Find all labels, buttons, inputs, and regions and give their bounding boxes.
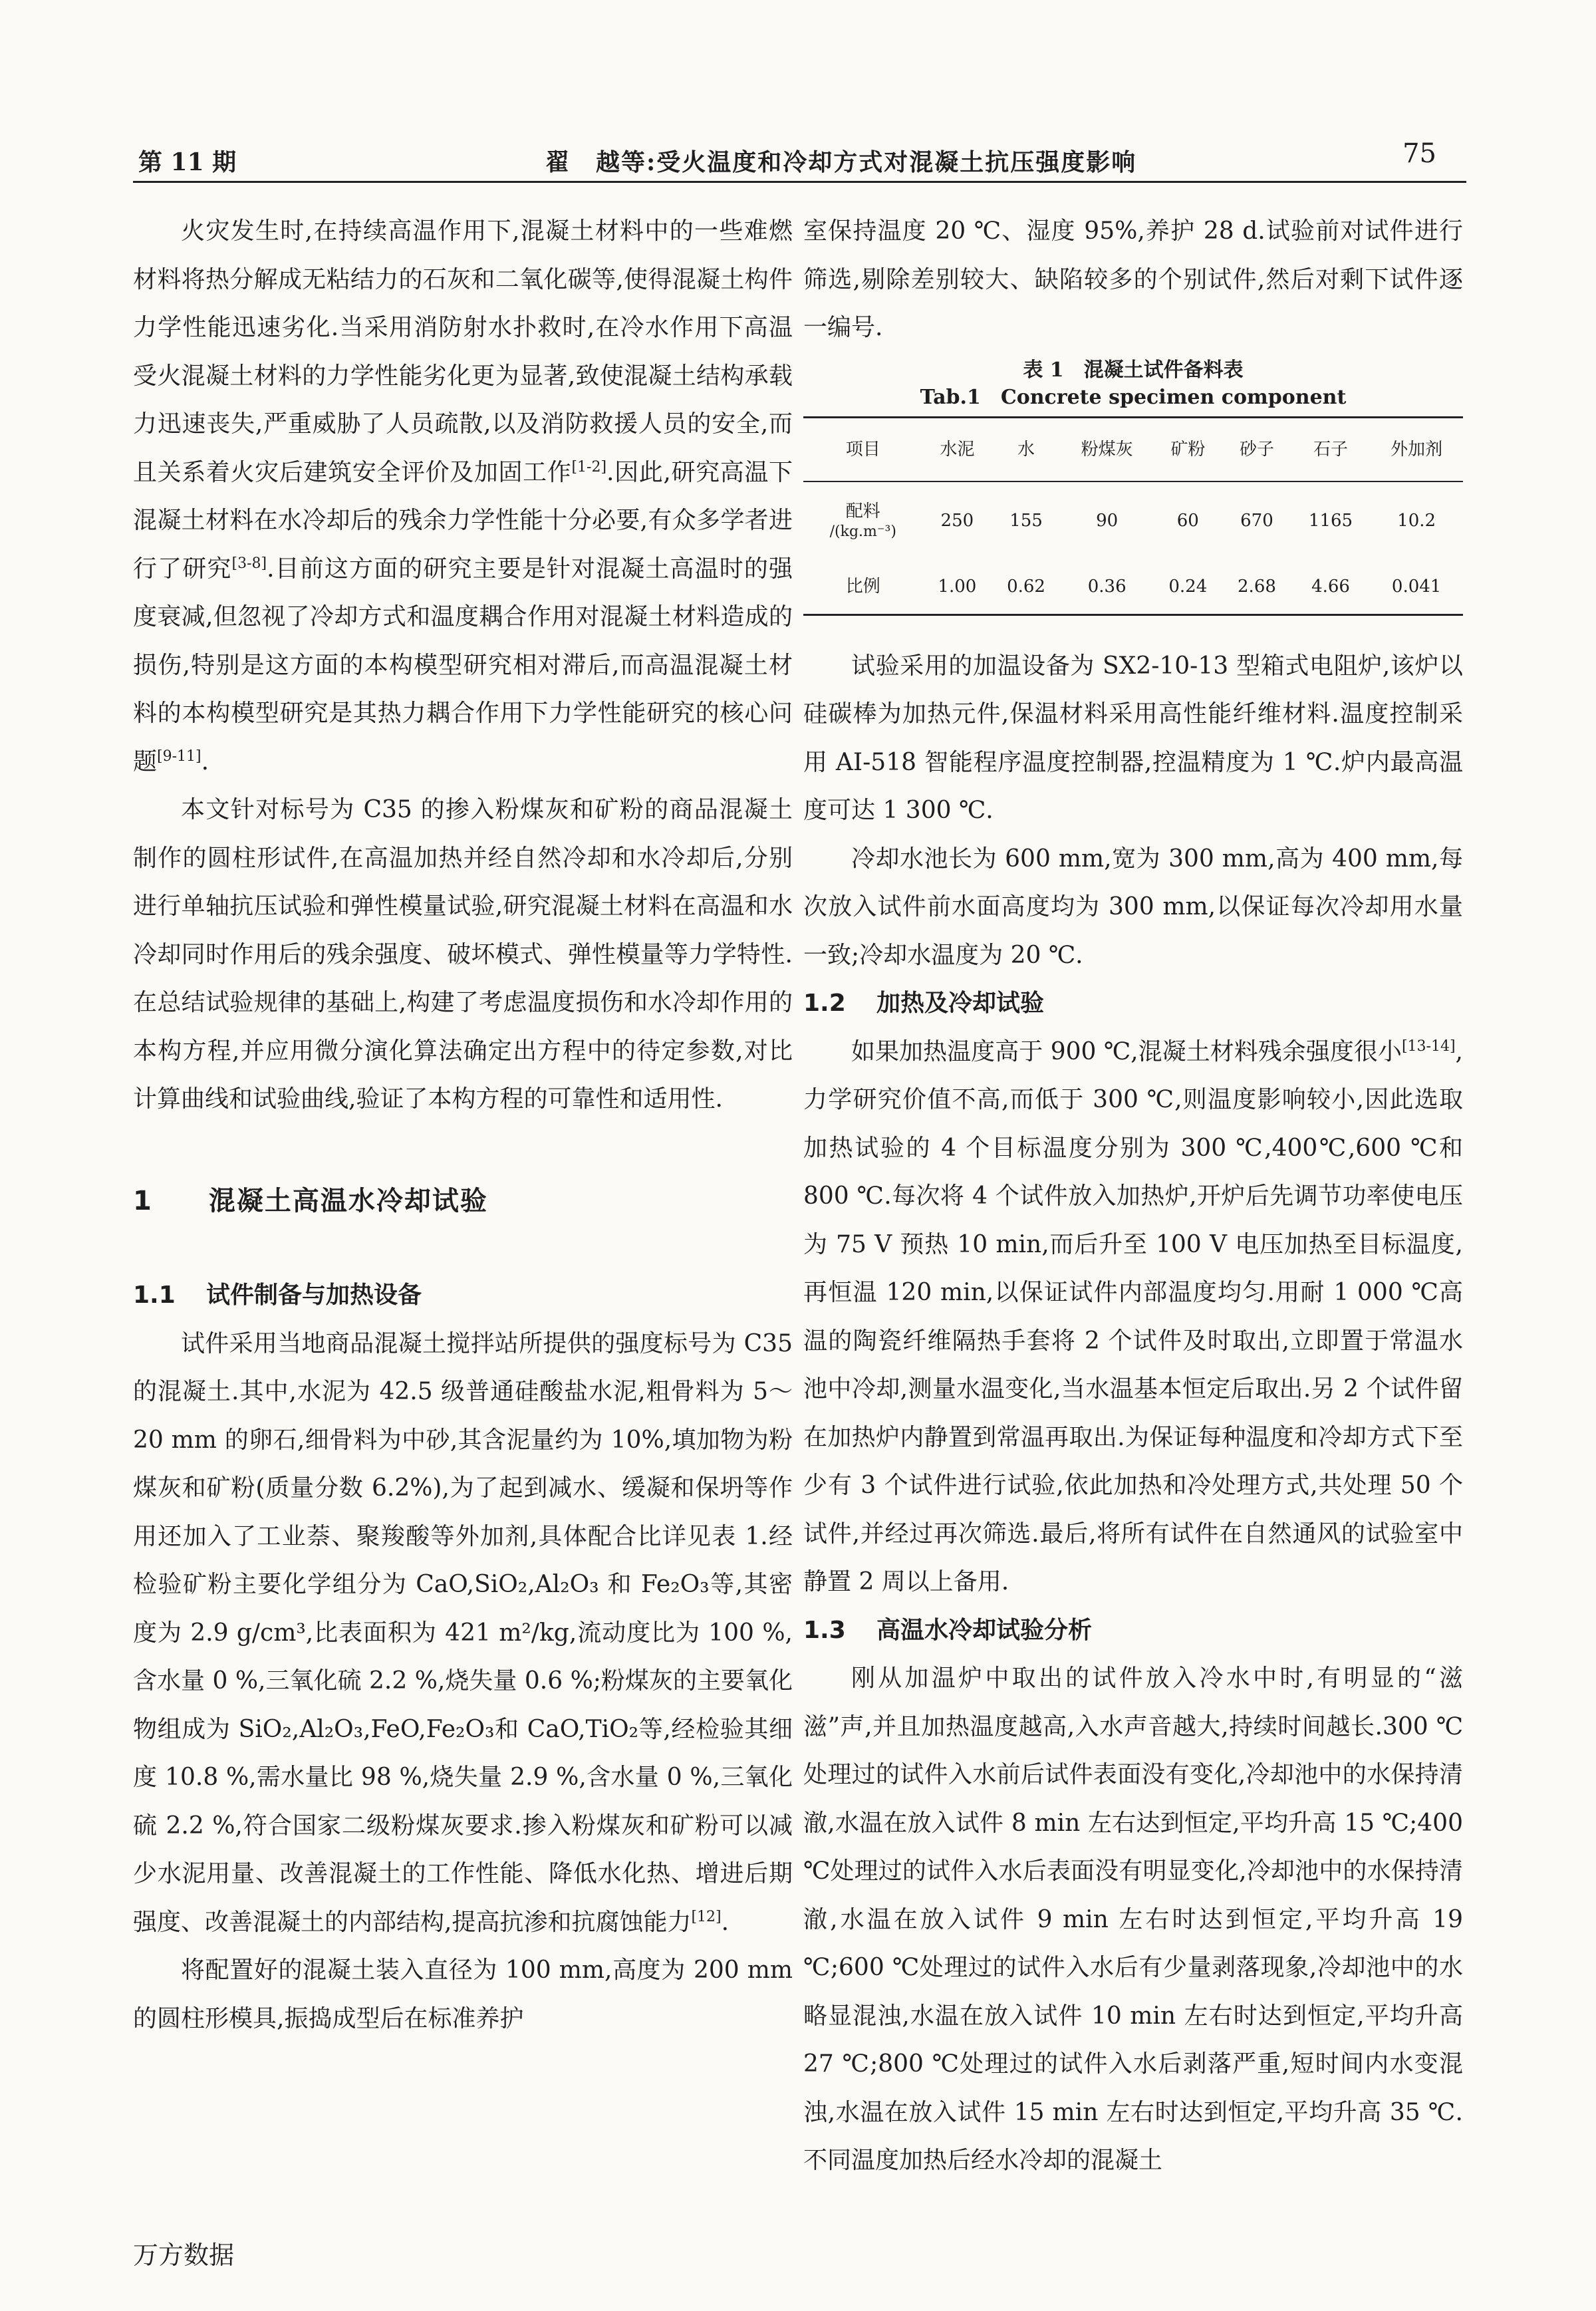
section-heading-1: 1 混凝土高温水冷却试验 xyxy=(133,1185,488,1216)
header-rule xyxy=(133,181,1466,183)
table-header-cell: 粉煤灰 xyxy=(1081,439,1133,460)
table-caption-en: Tab.1 Concrete specimen component xyxy=(920,385,1347,409)
table-header-cell: 外加剂 xyxy=(1391,439,1443,460)
citation: [12] xyxy=(691,1908,722,1925)
cooling-pool-paragraph: 冷却水池长为 600 mm,宽为 300 mm,高为 400 mm,每次放入试件前水面高度均为 300 mm,以保证每次冷却用水量一致;冷却水温度为 20 ℃. xyxy=(803,845,1463,969)
heating-paragraph: 如果加热温度高于 900 ℃,混凝土材料残余强度很小[13-14],力学研究价值不高,而低于 300 ℃,则温度影响较小,因此选取加热试验的 4 个目标温度分别为 300 ℃,400℃,600 ℃和 800 ℃.每次将 4 个试件放入加热炉,开炉后先调节功率使电压为 75 V 预热 10 min,而后升至 100 V 电压加热至目标温度,再恒温 120 min,以保证试件内部温度均匀.用耐 1 000 ℃高温的陶瓷纤维隔热手套将 2 个试件及时取出,立即置于常温水池中冷却,测量水温变化,当水温基本恒定后取出.另 2 个试件留在加热炉内静置到常温再取出.为保证每种温度和冷却方式下至少有 3 个试件进行试验,依此加热和冷处理方式,共处理 50 个试件,并经过再次筛选.最后,将所有试件在自然通风的试验室中静置 2 周以上备用. xyxy=(803,1037,1463,1595)
table-cell: 0.36 xyxy=(1087,576,1127,597)
table-caption-cn: 表 1 混凝土试件备料表 xyxy=(1023,358,1244,382)
specimen-paragraph: 试件采用当地商品混凝土搅拌站所提供的强度标号为 C35 的混凝土.其中,水泥为 42.5 级普通硅酸盐水泥,粗骨料为 5～20 mm 的卵石,细骨料为中砂,其含泥量约为 10%,填加物为粉煤灰和矿粉(质量分数 6.2%),为了起到减水、缓凝和保坍等作用还加入了工业萘、聚羧酸等外加剂,具体配合比详见表 1.经检验矿粉主要化学组分为 CaO,SiO₂,Al₂O₃ 和 Fe₂O₃等,其密度为 2.9 g/cm³,比表面积为 421 m²/kg,流动度比为 100 %,含水量 0 %,三氧化硫 2.2 %,烧失量 0.6 %;粉煤灰的主要氧化物组成为 SiO₂,Al₂O₃,FeO,Fe₂O₃和 CaO,TiO₂等,经检验其细度 10.8 %,需水量比 98 %,烧失量 2.9 %,含水量 0 %,三氧化硫 2.2 %,符合国家二级粉煤灰要求.掺入粉煤灰和矿粉可以减少水泥用量、改善混凝土的工作性能、降低水化热、增进后期强度、改善混凝土的内部结构,提高抗渗和抗腐蚀能力[12]. xyxy=(133,1329,793,1936)
citation: [13-14] xyxy=(1401,1037,1456,1055)
table-row xyxy=(803,559,1463,615)
subsection-heading-1-2: 1.2 加热及冷却试验 xyxy=(803,990,1045,1017)
table-header-cell: 砂子 xyxy=(1239,439,1274,460)
row-label: 比例 xyxy=(845,576,880,597)
table-cell: 90 xyxy=(1096,510,1119,531)
intro-paragraph-1: 火灾发生时,在持续高温作用下,混凝土材料中的一些难燃材料将热分解成无粘结力的石灰和二氧化碳等,使得混凝土构件力学性能迅速劣化.当采用消防射水扑救时,在冷水作用下高温受火混凝土材料的力学性能劣化更为显著,致使混凝土结构承载力迅速丧失,严重威胁了人员疏散,以及消防救援人员的安全,而且关系着火灾后建筑安全评价及加固工作[1-2].因此,研究高温下混凝土材料在水冷却后的残余力学性能十分必要,有众多学者进行了研究[3-8].目前这方面的研究主要是针对混凝土高温时的强度衰减,但忽视了冷却方式和温度耦合作用对混凝土材料造成的损伤,特别是这方面的本构模型研究相对滞后,而高温混凝土材料的本构模型研究是其热力耦合作用下力学性能研究的核心问题[9-11]. xyxy=(133,217,793,775)
running-header xyxy=(133,138,1463,178)
subsection-heading-1-3: 1.3 高温水冷却试验分析 xyxy=(803,1616,1093,1644)
table-cell: 2.68 xyxy=(1238,576,1276,597)
table-cell: 0.041 xyxy=(1391,576,1442,597)
table-header-cell: 项目 xyxy=(845,439,880,460)
mould-paragraph: 将配置好的混凝土装入直径为 100 mm,高度为 200 mm 的圆柱形模具,振捣成型后在标准养护 xyxy=(133,1957,793,2032)
curing-paragraph: 室保持温度 20 ℃、湿度 95%,养护 28 d.试验前对试件进行筛选,剔除差别较大、缺陷较多的个别试件,然后对剩下试件逐一编号. xyxy=(803,217,1463,341)
table-cell: 0.62 xyxy=(1007,576,1045,597)
table-cell: 1165 xyxy=(1308,510,1353,531)
intro-paragraph-2: 本文针对标号为 C35 的掺入粉煤灰和矿粉的商品混凝土制作的圆柱形试件,在高温加热并经自然冷却和水冷却后,分别进行单轴抗压试验和弹性模量试验,研究混凝土材料在高温和水冷却同时作用后的残余强度、破坏模式、弹性模量等力学特性.在总结试验规律的基础上,构建了考虑温度损伤和水冷却作用的本构方程,并应用微分演化算法确定出方程中的待定参数,对比计算曲线和试验曲线,验证了本构方程的可靠性和适用性. xyxy=(133,796,793,1113)
subsection-heading-1-1: 1.1 试件制备与加热设备 xyxy=(133,1282,422,1309)
table-cell: 250 xyxy=(940,510,974,531)
citation: [3-8] xyxy=(231,555,267,572)
table-header-row xyxy=(803,417,1463,481)
table-cell: 1.00 xyxy=(938,576,977,597)
table-cell: 10.2 xyxy=(1397,510,1436,531)
table-cell: 0.24 xyxy=(1168,576,1208,597)
citation: [9-11] xyxy=(157,748,201,765)
mix-proportion-table xyxy=(803,416,1463,616)
table-row xyxy=(803,481,1463,559)
table-cell: 60 xyxy=(1176,510,1199,531)
page-number: 75 xyxy=(1402,138,1436,169)
table-cell: 4.66 xyxy=(1311,576,1350,597)
table-header-cell: 水 xyxy=(1017,439,1035,460)
right-column xyxy=(803,207,1463,2185)
issue-label: 第 11 期 xyxy=(138,148,237,176)
furnace-paragraph: 试验采用的加温设备为 SX2-10-13 型箱式电阻炉,该炉以硅碳棒为加热元件,保温材料采用高性能纤维材料.温度控制采用 AI-518 智能程序温度控制器,控温精度为 1 ℃.炉内最高温度可达 1 300 ℃. xyxy=(803,652,1463,824)
table-header-cell: 矿粉 xyxy=(1170,439,1206,460)
table-cell: 670 xyxy=(1240,510,1273,531)
table-cell: 155 xyxy=(1009,510,1043,531)
row-label: 配料 /(kg.m⁻³) xyxy=(829,501,896,540)
running-title: 翟 越等:受火温度和冷却方式对混凝土抗压强度影响 xyxy=(545,148,1137,176)
table-header-cell: 石子 xyxy=(1313,439,1349,460)
water-cooling-analysis-paragraph: 刚从加温炉中取出的试件放入冷水中时,有明显的“滋滋”声,并且加热温度越高,入水声音越大,持续时间越长.300 ℃处理过的试件入水前后试件表面没有变化,冷却池中的水保持清澈,水温在放入试件 8 min 左右达到恒定,平均升高 15 ℃;400 ℃处理过的试件入水后表面没有明显变化,冷却池中的水保持清澈,水温在放入试件 9 min 左右时达到恒定,平均升高 19 ℃;600 ℃处理过的试件入水后有少量剥落现象,冷却池中的水略显混浊,水温在放入试件 10 min 左右时达到恒定,平均升高 27 ℃;800 ℃处理过的试件入水后剥落严重,短时间内水变混浊,水温在放入试件 15 min 左右时达到恒定,平均升高 35 ℃.不同温度加热后经水冷却的混凝土 xyxy=(803,1665,1463,2174)
watermark-footer: 万方数据 xyxy=(133,2241,235,2270)
citation: [1-2] xyxy=(571,458,607,476)
left-column xyxy=(133,207,793,2043)
table-header-cell: 水泥 xyxy=(940,439,975,460)
